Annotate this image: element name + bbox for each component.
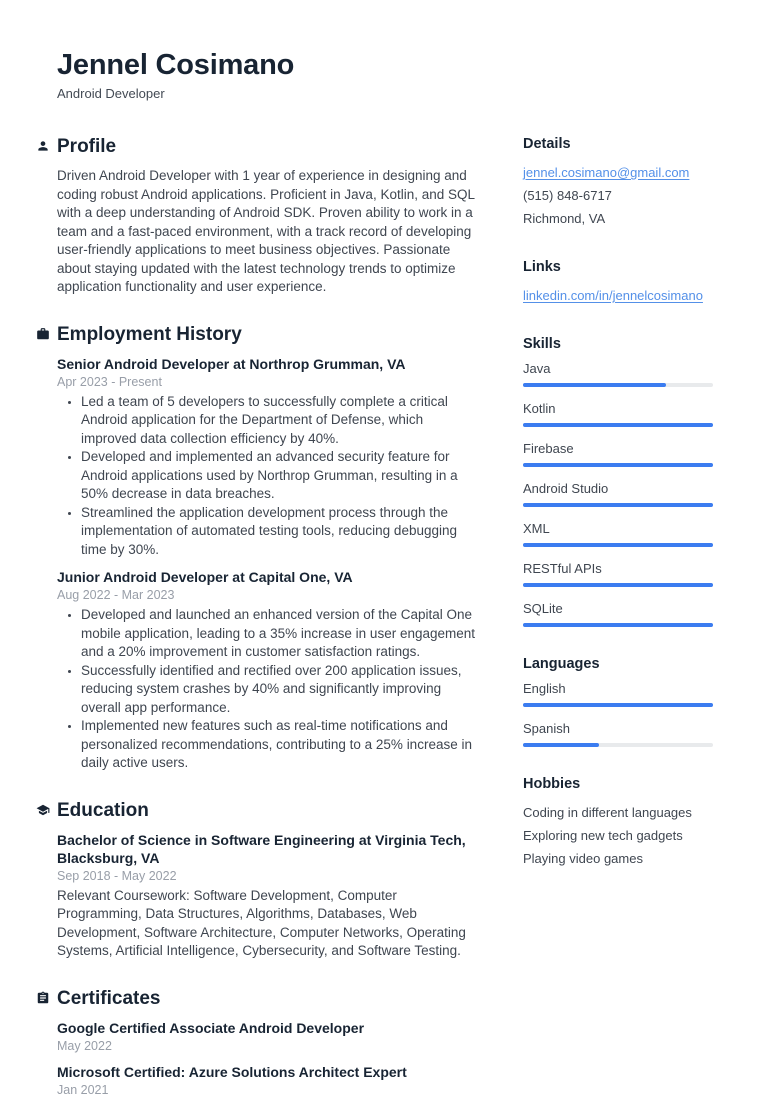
location-text: Richmond, VA [523,211,606,226]
skill-name: Java [523,361,551,376]
hobby-item: Coding in different languages [523,805,692,820]
skill-name: Kotlin [523,401,556,416]
education-heading [57,799,478,822]
language-bar [523,743,713,747]
degree-title: Bachelor of Science in Software Engineering at Virginia Tech, Blacksburg, VA [57,831,466,866]
certificate-entry [57,1019,478,1054]
job-title: Senior Android Developer at Northrop Grumman, VA [57,355,406,372]
person-icon [36,139,50,153]
language-bar-fill [523,703,713,707]
skill-bar-fill [523,383,666,387]
bullet-item: • Successfully identified and rectified over 200 application issues, reducing system crashes by 40% and significantly improving overall app performance. [81,662,478,718]
skill-bar [523,463,713,467]
languages-section [523,655,713,747]
hobby-item: Exploring new tech gadgets [523,828,683,843]
hobby-item: Playing video games [523,851,643,866]
employment-heading-label: Employment History [57,323,242,345]
skill-bar [523,383,713,387]
skill-name: SQLite [523,601,563,616]
certificates-section [57,987,478,1098]
skill-name: XML [523,521,550,536]
job-bullet-list [57,606,478,773]
certificate-title: Google Certified Associate Android Developer [57,1019,365,1036]
language-item [523,681,713,707]
profile-section [57,135,478,297]
language-item [523,721,713,747]
linkedin-link[interactable]: linkedin.com/in/jennelcosimano [523,288,703,303]
hobbies-heading: Hobbies [523,776,581,792]
education-description: Relevant Coursework: Software Development, Computer Programming, Data Structures, Algorithms, Databases, Web Development, Software Architecture, Computer Networks, Operating Systems, Artificial Intelligence, Cybersecurity, and Software Testing. [57,887,466,958]
skill-bar-fill [523,503,713,507]
skill-bar-fill [523,583,713,587]
sidebar-column [523,135,713,1101]
skill-bar [523,583,713,587]
job-bullet-list [57,393,478,560]
skill-item [523,521,713,547]
skill-item [523,481,713,507]
resume-header [57,48,713,102]
skills-heading: Skills [523,336,561,352]
certificate-clipboard-icon [36,991,50,1005]
skill-item [523,361,713,387]
education-heading-label: Education [57,799,149,821]
profile-summary-text: Driven Android Developer with 1 year of experience in designing and coding robust Android applications. Proficient in Java, Kotlin, and SQL with a deep understanding of Android SDK. Proven ability to work in a team and a fast-paced environment, with a track record of developing user-friendly applications to meet business objectives. Passionate about staying updated with the latest technology trends to optimize application functionality and user experience. [57,168,475,294]
certificate-dates: Jan 2021 [57,1082,109,1097]
skill-bar-fill [523,543,713,547]
certificate-entry [57,1063,478,1098]
skill-bar [523,543,713,547]
details-section [523,135,713,230]
main-column [57,135,478,1101]
skill-bar-fill [523,423,713,427]
bullet-item: • Streamlined the application development process through the implementation of automated testing tools, reducing debugging time by 30%. [81,504,478,560]
language-bar [523,703,713,707]
language-bar-fill [523,743,599,747]
education-entry [57,831,478,961]
skill-bar-fill [523,463,713,467]
language-name: English [523,681,566,696]
certificates-heading [57,987,478,1010]
skill-bar [523,423,713,427]
resume-columns [57,135,713,1101]
skill-item [523,561,713,587]
briefcase-icon [36,327,50,341]
profile-heading-label: Profile [57,136,117,157]
job-entry [57,355,478,560]
skills-section [523,335,713,627]
profile-heading [57,135,478,158]
hobbies-section [523,775,713,870]
certificates-heading-label: Certificates [57,987,161,1009]
skill-name: RESTful APIs [523,561,602,576]
bullet-item: • Implemented new features such as real-time notifications and personalized recommendations, contributing to a 25% increase in daily active users. [81,717,478,773]
job-title: Junior Android Developer at Capital One, VA [57,569,353,585]
skill-name: Android Studio [523,481,609,496]
skill-item [523,441,713,467]
bullet-item: • Developed and launched an enhanced version of the Capital One mobile application, leading to a 35% increase in user engagement and a 20% improvement in customer satisfaction ratings. [81,606,478,662]
skill-bar [523,623,713,627]
employment-heading [57,323,478,346]
skill-item [523,601,713,627]
education-dates: Sep 2018 - May 2022 [57,868,177,883]
bullet-item: • Led a team of 5 developers to successfully complete a critical Android application for the Department of Defense, which improved data collection efficiency by 40%. [81,393,478,449]
links-section [523,258,713,307]
certificate-title: Microsoft Certified: Azure Solutions Architect Expert [57,1063,407,1080]
education-section [57,799,478,961]
language-name: Spanish [523,721,570,736]
job-entry [57,568,478,773]
skill-bar-fill [523,623,713,627]
details-heading: Details [523,136,571,152]
graduation-cap-icon [36,803,50,817]
skill-item [523,401,713,427]
job-dates: Apr 2023 - Present [57,374,162,389]
candidate-job-title: Android Developer [57,86,165,101]
candidate-name: Jennel Cosimano [57,49,295,81]
links-heading: Links [523,259,561,275]
skill-bar [523,503,713,507]
job-dates: Aug 2022 - Mar 2023 [57,588,175,602]
bullet-item: • Developed and implemented an advanced security feature for Android applications used by Northrop Grumman, resulting in a 50% decrease in data breaches. [81,448,478,504]
email-link[interactable]: jennel.cosimano@gmail.com [523,165,690,180]
phone-number: (515) 848-6717 [523,188,612,203]
languages-heading: Languages [523,656,600,672]
employment-section [57,323,478,773]
certificate-dates: May 2022 [57,1038,112,1053]
skill-name: Firebase [523,441,574,456]
